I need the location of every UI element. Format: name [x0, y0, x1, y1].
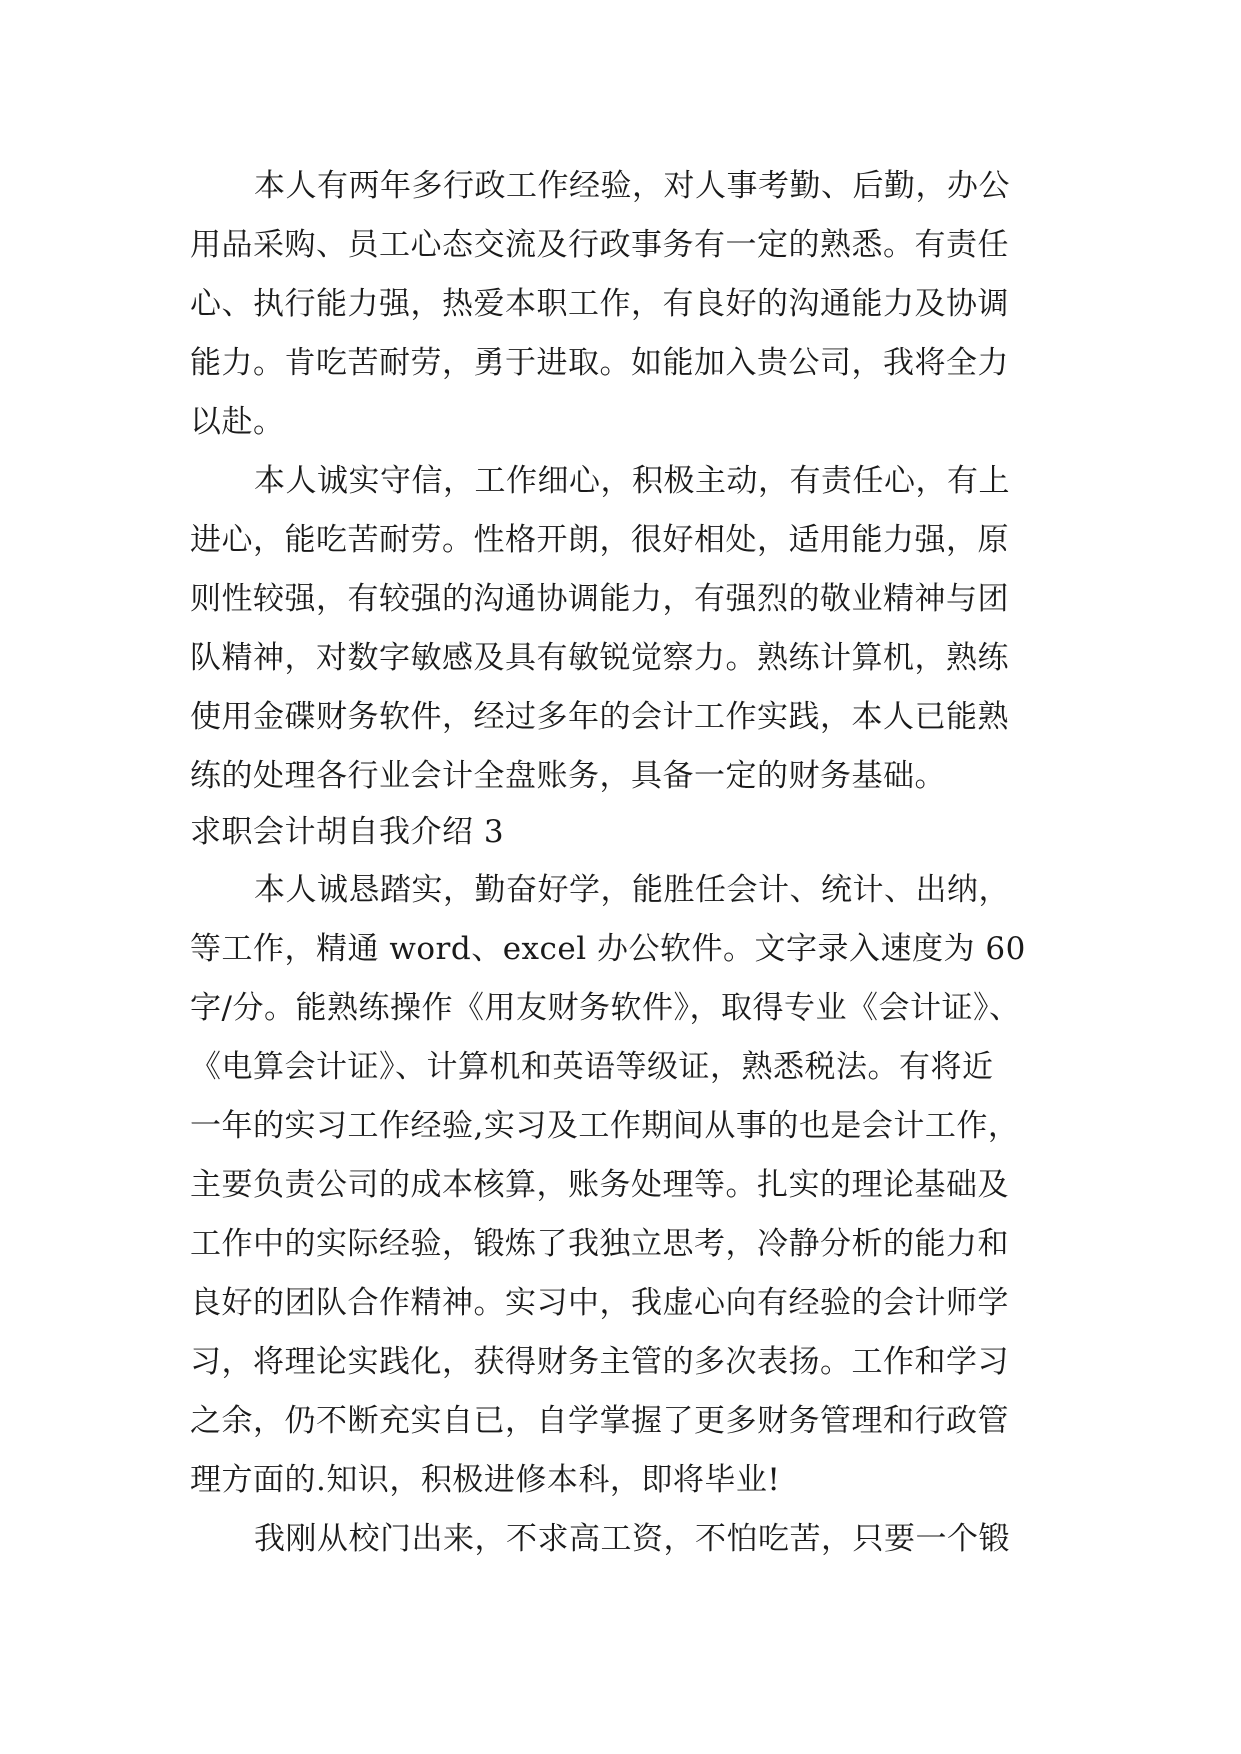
paragraph-3-line-4: 《电算会计证》、计算机和英语等级证，熟悉税法。有将近	[190, 1049, 994, 1085]
paragraph-1-line-1: 本人有两年多行政工作经验，对人事考勤、后勤，办公	[254, 168, 1010, 204]
paragraph-3-line-10: 之余，仍不断充实自已，自学掌握了更多财务管理和行政管	[190, 1403, 1009, 1439]
paragraph-2-line-5: 使用金碟财务软件，经过多年的会计工作实践，本人已能熟	[190, 699, 1009, 735]
paragraph-3-line-11: 理方面的.知识，积极进修本科，即将毕业!	[190, 1462, 781, 1498]
section-heading: 求职会计胡自我介绍 3	[190, 814, 505, 850]
paragraph-4-line-1: 我刚从校门出来，不求高工资，不怕吃苦，只要一个锻	[254, 1521, 1010, 1557]
paragraph-3-line-1: 本人诚恳踏实，勤奋好学，能胜任会计、统计、出纳，	[254, 872, 1010, 908]
paragraph-2-line-6: 练的处理各行业会计全盘账务，具备一定的财务基础。	[190, 758, 946, 794]
paragraph-3-line-3: 字/分。能熟练操作《用友财务软件》，取得专业《会计证》、	[190, 990, 1021, 1026]
paragraph-2-line-2: 进心，能吃苦耐劳。性格开朗，很好相处，适用能力强，原	[190, 522, 1009, 558]
paragraph-3-line-7: 工作中的实际经验，锻炼了我独立思考，冷静分析的能力和	[190, 1226, 1009, 1262]
paragraph-3-line-6: 主要负责公司的成本核算，账务处理等。扎实的理论基础及	[190, 1167, 1009, 1203]
paragraph-3-line-9: 习，将理论实践化，获得财务主管的多次表扬。工作和学习	[190, 1344, 1009, 1380]
paragraph-3-line-2: 等工作，精通 word、excel 办公软件。文字录入速度为 60	[190, 931, 1026, 967]
paragraph-2-line-1: 本人诚实守信，工作细心，积极主动，有责任心，有上	[254, 463, 1010, 499]
paragraph-2-line-3: 则性较强，有较强的沟通协调能力，有强烈的敬业精神与团	[190, 581, 1009, 617]
paragraph-3-line-8: 良好的团队合作精神。实习中，我虚心向有经验的会计师学	[190, 1285, 1009, 1321]
paragraph-3-line-5: 一年的实习工作经验,实习及工作期间从事的也是会计工作，	[190, 1108, 1020, 1144]
paragraph-1-line-4: 能力。肯吃苦耐劳，勇于进取。如能加入贵公司，我将全力	[190, 345, 1009, 381]
paragraph-1-line-3: 心、执行能力强，热爱本职工作，有良好的沟通能力及协调	[190, 286, 1009, 322]
paragraph-1-line-5: 以赴。	[190, 404, 285, 440]
paragraph-1-line-2: 用品采购、员工心态交流及行政事务有一定的熟悉。有责任	[190, 227, 1009, 263]
paragraph-2-line-4: 队精神，对数字敏感及具有敏锐觉察力。熟练计算机，熟练	[190, 640, 1009, 676]
